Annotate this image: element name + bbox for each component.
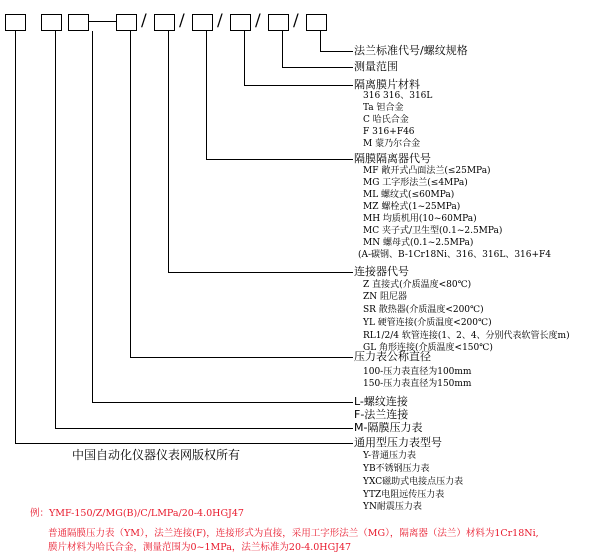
connector-item: GL 角形连接(介质温度<150℃) <box>363 343 493 353</box>
code-box-connection <box>68 14 89 31</box>
leader-line <box>320 51 353 52</box>
leader-line <box>282 31 283 68</box>
leader-line <box>55 428 353 429</box>
diameter-item: 100-压力表直径为100mm <box>363 367 472 377</box>
gauge-item: Y-普通压力表 <box>363 451 416 461</box>
isolator-heading: 隔膜隔离器代号 <box>354 152 431 165</box>
code-box-connector <box>154 14 175 31</box>
code-slash: / <box>217 11 223 31</box>
connector-item: RL1/2/4 软管连接(1、2、4、分别代表软管长度m) <box>363 331 570 341</box>
leader-line <box>55 31 56 429</box>
connector-item: YL 硬管连接(介质温度<200℃) <box>363 318 492 328</box>
material-item: M 蒙乃尔合金 <box>363 139 421 149</box>
isolator-item: MG 工字形法兰(≤4MPa) <box>363 178 468 188</box>
range-heading: 测量范围 <box>354 60 398 73</box>
code-dash <box>89 21 116 22</box>
material-item: Ta 钽合金 <box>363 103 404 113</box>
code-slash: / <box>141 11 147 31</box>
code-box-diaphragm <box>41 14 62 31</box>
gauge-item: YXC磁助式电接点压力表 <box>363 477 464 487</box>
leader-line <box>15 31 16 444</box>
example-description: 普通隔膜压力表（YM），法兰连接(F)，连接形式为直接，采用工字形法兰（MG），隔离器（法兰）材料为1Cr18Ni, <box>48 528 539 539</box>
code-slash: / <box>255 11 261 31</box>
leader-line <box>244 85 353 86</box>
leader-line <box>282 67 353 68</box>
isolator-item: MZ 螺栓式(1~25MPa) <box>363 202 461 212</box>
leader-line <box>168 31 169 273</box>
material-item: C 哈氏合金 <box>363 115 409 125</box>
isolator-item: MF 敞开式凸面法兰(≤25MPa) <box>363 166 491 176</box>
code-box-isolator <box>192 14 213 31</box>
connector-item: ZN 阻尼器 <box>363 292 407 302</box>
gauge-type-heading: 通用型压力表型号 <box>354 436 442 449</box>
flange-connection-heading: F-法兰连接 <box>354 408 409 421</box>
code-slash: / <box>179 11 185 31</box>
thread-connection-heading: L-螺纹连接 <box>354 395 408 408</box>
leader-line <box>130 31 131 358</box>
connector-heading: 连接器代号 <box>354 265 409 278</box>
diameter-heading: 压力表公称直径 <box>354 350 431 363</box>
leader-line <box>168 272 353 273</box>
diaphragm-gauge-heading: M-隔膜压力表 <box>354 421 423 434</box>
connector-item: Z 直接式(介质温度<80℃) <box>363 280 472 290</box>
gauge-item: YB不锈钢压力表 <box>363 464 430 474</box>
isolator-item: ML 螺纹式(≤60MPa) <box>363 190 455 200</box>
code-box-material <box>230 14 251 31</box>
code-box-flange <box>306 14 327 31</box>
copyright-footer: 中国自动化仪器仪表网版权所有 <box>72 448 241 462</box>
leader-line <box>244 31 245 86</box>
code-slash: / <box>293 11 299 31</box>
connector-item: SR 散热器(介质温度<200℃) <box>363 305 484 315</box>
material-item: 316 316、316L <box>363 91 433 101</box>
leader-line <box>206 31 207 160</box>
isolator-item: (A-碳钢、B-1Cr18Ni、316、316L、316+F4 <box>358 250 552 260</box>
code-box-diameter <box>116 14 137 31</box>
diameter-item: 150-压力表直径为150mm <box>363 379 472 389</box>
gauge-item: YN耐震压力表 <box>363 502 422 512</box>
leader-line <box>130 357 353 358</box>
isolator-item: MC 夹子式/卫生型(0.1~2.5MPa) <box>363 226 503 236</box>
gauge-item: YTZ电阻远传压力表 <box>363 490 445 500</box>
isolator-item: MH 均质机用(10~60MPa) <box>363 214 477 224</box>
flange-standard-heading: 法兰标准代号/螺纹规格 <box>354 44 468 57</box>
leader-line <box>92 31 93 403</box>
code-box-range <box>268 14 289 31</box>
leader-line <box>320 31 321 51</box>
leader-line <box>15 443 353 444</box>
material-heading: 隔离膜片材料 <box>354 78 420 91</box>
code-box-type <box>5 14 26 31</box>
leader-line <box>206 159 353 160</box>
example-code: 例：YMF-150/Z/MG(B)/C/LMPa/20-4.0HGJ47 <box>30 508 244 519</box>
leader-line <box>92 402 353 403</box>
isolator-item: MN 螺母式(0.1~2.5MPa) <box>363 238 474 248</box>
material-item: F 316+F46 <box>363 127 415 137</box>
example-description: 膜片材料为哈氏合金，测量范围为0~1MPa，法兰标准为20-4.0HGJ47 <box>48 542 352 553</box>
